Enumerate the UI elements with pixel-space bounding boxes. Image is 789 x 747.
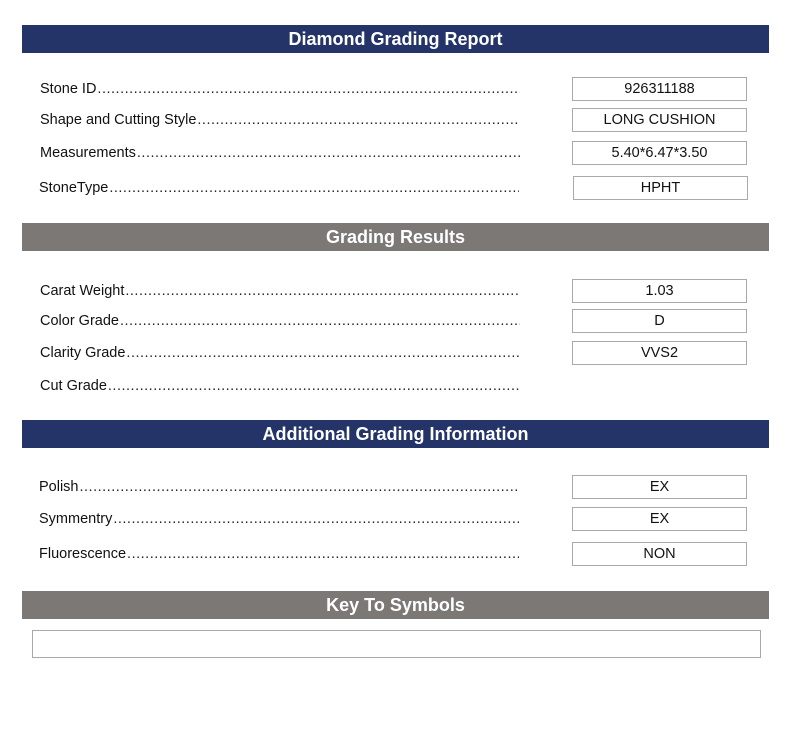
field-value-box: EX: [572, 475, 747, 499]
section-header-diamond-grading-report: Diamond Grading Report: [22, 25, 769, 53]
field-label: [40, 108, 520, 132]
field-label-text: Fluorescence: [39, 546, 127, 562]
leader-dots: [120, 309, 520, 333]
key-to-symbols-box: [32, 630, 761, 658]
field-value-box: HPHT: [573, 176, 748, 200]
field-value-box: 926311188: [572, 77, 747, 101]
leader-dots: [137, 141, 520, 165]
field-label-text: Carat Weight: [40, 283, 125, 299]
field-value-box: 1.03: [572, 279, 747, 303]
field-row-clarity-grade: [0, 341, 789, 365]
field-value-box: NON: [572, 542, 747, 566]
field-row-measurements: [0, 141, 789, 165]
leader-dots: [113, 507, 519, 531]
field-label-text: Measurements: [40, 145, 136, 161]
field-value-box: VVS2: [572, 341, 747, 365]
field-row-fluorescence: [0, 542, 789, 566]
field-value-box: EX: [572, 507, 747, 531]
leader-dots: [197, 108, 520, 132]
field-label: [40, 77, 520, 101]
field-value-box: D: [572, 309, 747, 333]
leader-dots: [80, 475, 520, 499]
leader-dots: [125, 279, 520, 303]
field-row-polish: [0, 475, 789, 499]
field-label: [40, 374, 520, 398]
field-row-stone-type: [0, 176, 789, 200]
field-label-text: Color Grade: [40, 313, 119, 329]
field-row-stone-id: [0, 77, 789, 101]
field-label-text: Symmentry: [39, 511, 113, 527]
field-row-color-grade: [0, 309, 789, 333]
section-header-grading-results: Grading Results: [22, 223, 769, 251]
leader-dots: [109, 176, 519, 200]
field-label-text: Cut Grade: [40, 378, 107, 394]
field-label: [39, 542, 519, 566]
field-row-cut-grade: [0, 374, 789, 398]
field-label: [39, 176, 519, 200]
field-label-text: StoneType: [39, 180, 109, 196]
field-label-text: Clarity Grade: [40, 345, 126, 361]
field-row-carat-weight: [0, 279, 789, 303]
field-value-box: LONG CUSHION: [572, 108, 747, 132]
section-header-additional-grading-information: Additional Grading Information: [22, 420, 769, 448]
leader-dots: [126, 341, 520, 365]
section-header-key-to-symbols: Key To Symbols: [22, 591, 769, 619]
field-label: [40, 309, 520, 333]
field-label: [40, 279, 520, 303]
field-label: [40, 141, 520, 165]
field-label: [39, 475, 519, 499]
field-value-box: 5.40*6.47*3.50: [572, 141, 747, 165]
leader-dots: [97, 77, 520, 101]
leader-dots: [127, 542, 519, 566]
field-label-text: Polish: [39, 479, 79, 495]
field-label: [39, 507, 519, 531]
field-label: [40, 341, 520, 365]
field-label-text: Stone ID: [40, 81, 97, 97]
leader-dots: [108, 374, 520, 398]
field-row-symmetry: [0, 507, 789, 531]
field-row-shape-cutting-style: [0, 108, 789, 132]
field-label-text: Shape and Cutting Style: [40, 112, 197, 128]
